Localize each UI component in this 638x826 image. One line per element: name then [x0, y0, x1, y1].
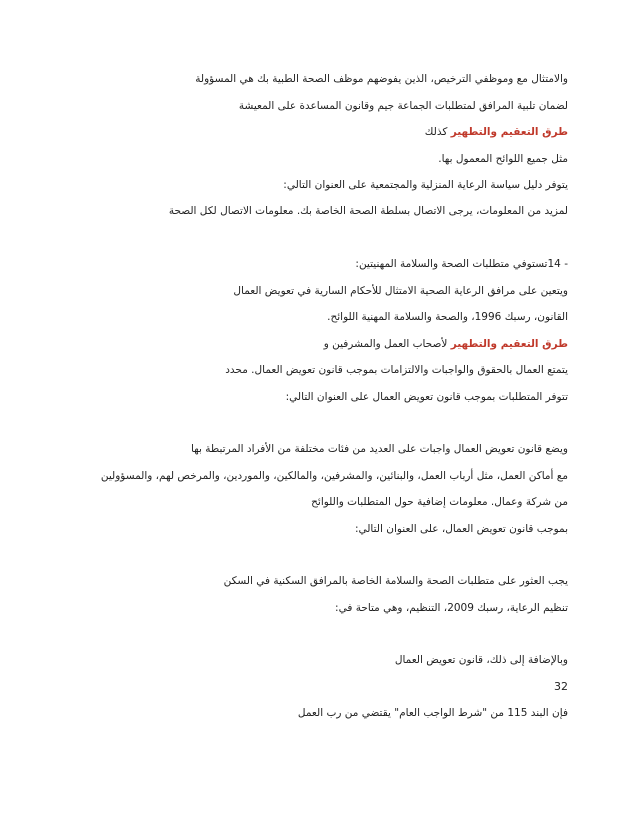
section-heading: طرق التعقيم والتطهير	[450, 126, 568, 138]
line-text: لضمان تلبية المرافق لمتطلبات الجماعة جيم وقانون المساعدة على المعيشة	[238, 100, 568, 112]
line-text: مع أماكن العمل، مثل أرباب العمل، والبنائين، والمشرفين، والمالكين، والموردين، والمرخص لهم، والمسؤولين	[100, 470, 568, 482]
paragraph-line	[195, 72, 568, 86]
paragraph-line	[355, 257, 568, 271]
line-text: يجب العثور على متطلبات الصحة والسلامة الخاصة بالمرافق السكنية في السكن	[223, 575, 568, 587]
paragraph-line	[327, 310, 568, 324]
page-number: 32	[554, 680, 568, 693]
line-text: يتوفر دليل سياسة الرعاية المنزلية والمجتمعية على العنوان التالي:	[283, 179, 568, 191]
paragraph-line	[101, 469, 568, 483]
paragraph-line	[286, 390, 568, 404]
line-text: القانون، رسبك 1996، والصحة والسلامة المهنية اللوائح.	[327, 311, 568, 323]
paragraph-line	[283, 178, 568, 192]
section-heading: طرق التعقيم والتطهير	[450, 338, 568, 350]
paragraph-line	[225, 363, 568, 377]
line-text: كذلك	[424, 126, 451, 138]
paragraph-line	[169, 204, 568, 218]
line-text: ويضع قانون تعويض العمال واجبات على العديد من فئات مختلفة من الأفراد المرتبطة بها	[190, 443, 568, 455]
paragraph-line	[355, 522, 568, 536]
line-text: وبالإضافة إلى ذلك، قانون تعويض العمال	[394, 654, 568, 666]
paragraph-line	[438, 152, 568, 166]
line-text: من شركة وعمال. معلومات إضافية حول المتطلبات واللوائح	[311, 496, 568, 508]
line-text: والامتثال مع وموظفي الترخيص، الذين يفوضهم موظف الصحة الطبية بك هي المسؤولة	[195, 73, 568, 85]
paragraph-line	[324, 337, 568, 351]
paragraph-line	[311, 495, 568, 509]
paragraph-line	[298, 706, 568, 720]
paragraph-line	[233, 284, 568, 298]
paragraph-line	[425, 125, 568, 139]
paragraph-line	[335, 601, 568, 615]
line-text: فإن البند 115 من "شرط الواجب العام" يقتضي من رب العمل	[297, 707, 568, 719]
line-text: تتوفر المتطلبات بموجب قانون تعويض العمال على العنوان التالي:	[285, 391, 568, 403]
line-text: لأصحاب العمل والمشرفين و	[323, 338, 451, 350]
line-text: بموجب قانون تعويض العمال، على العنوان التالي:	[354, 523, 568, 535]
paragraph-line	[191, 442, 568, 456]
line-text: يتمتع العمال بالحقوق والواجبات والالتزامات بموجب قانون تعويض العمال. محدد	[225, 364, 568, 376]
line-text: مثل جميع اللوائح المعمول بها.	[438, 153, 568, 165]
paragraph-line	[395, 653, 568, 667]
line-text: ويتعين على مرافق الرعاية الصحية الامتثال للأحكام السارية في تعويض العمال	[233, 285, 568, 297]
line-text: لمزيد من المعلومات، يرجى الاتصال بسلطة الصحة الخاصة بك. معلومات الاتصال لكل الصحة	[168, 205, 568, 217]
line-text: تنظيم الرعاية، رسبك 2009، التنظيم، وهي متاحة في:	[335, 602, 568, 614]
paragraph-line	[224, 574, 568, 588]
paragraph-line	[239, 99, 568, 113]
line-text: - 14تستوفي متطلبات الصحة والسلامة المهنيتين:	[355, 258, 568, 270]
